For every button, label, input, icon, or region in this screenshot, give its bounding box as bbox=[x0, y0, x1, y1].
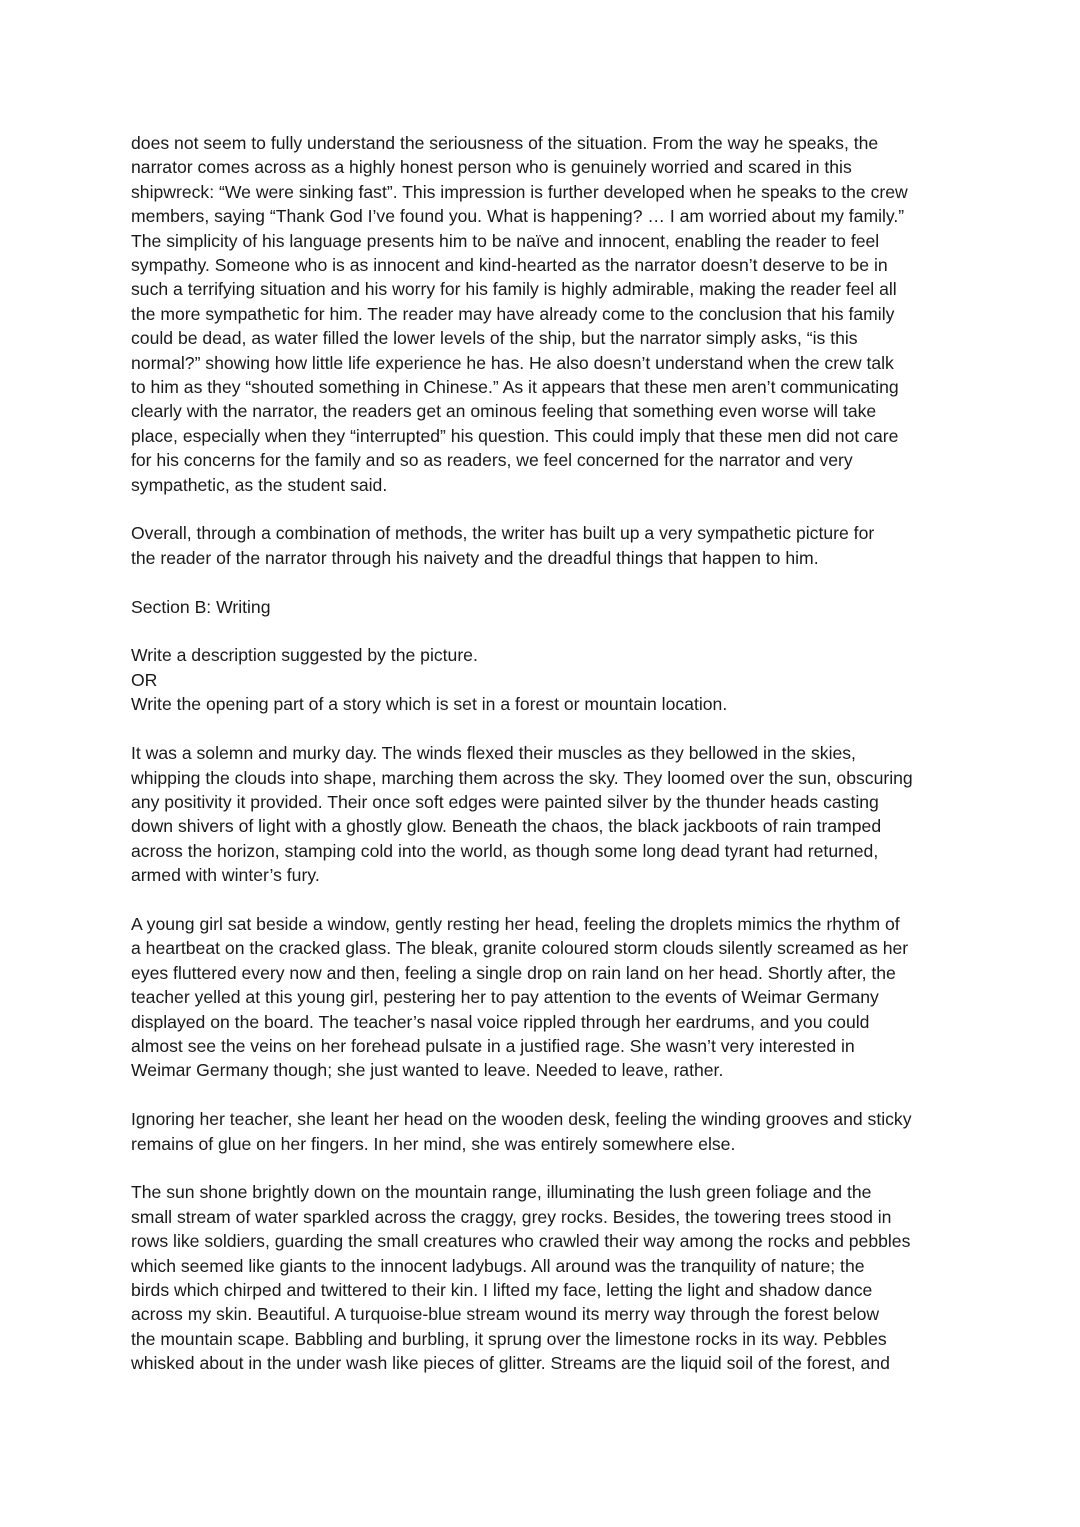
story-paragraph-weather: It was a solemn and murky day. The winds flexed their muscles as they bellowed in the skies, whipping the clouds into shape, marching them across the sky. They loomed over the sun, obscuring any positivity it provided. Their once soft edges were painted silver by the thunder heads casting down shivers of light with a ghostly glow. Beneath the chaos, the black jackboots of rain tramped across the horizon, stamping cold into the world, as though some long dead tyrant had returned, armed with winter’s fury. bbox=[131, 743, 913, 886]
essay-paragraph-narrator-analysis: does not seem to fully understand the seriousness of the situation. From the way he speaks, the narrator comes across as a highly honest person who is genuinely worried and scared in this shipwreck: “We were sinking fast”. This impression is further developed when he speaks to the crew members, saying “Thank God I’ve found you. What is happening? … I am worried about my family.” The simplicity of his language presents him to be naïve and innocent, enabling the reader to feel sympathy. Someone who is as innocent and kind-hearted as the narrator doesn’t deserve to be in such a terrifying situation and his worry for his family is highly admirable, making the reader feel all the more sympathetic for him. The reader may have already come to the conclusion that his family could be dead, as water filled the lower levels of the ship, but the narrator simply asks, “is this normal?” showing how little life experience he has. He also doesn’t understand when the crew talk to him as they “shouted something in Chinese.” As it appears that these men aren’t communicating clearly with the narrator, the readers get an ominous feeling that something even worse will take place, especially when they “interrupted” his question. This could imply that these men did not care for his concerns for the family and so as readers, we feel concerned for the narrator and very sympathetic, as the student said. bbox=[131, 133, 908, 495]
document-page bbox=[131, 131, 961, 1400]
story-paragraph-mountain: The sun shone brightly down on the mountain range, illuminating the lush green foliage and the small stream of water sparkled across the craggy, grey rocks. Besides, the towering trees stood in rows like soldiers, guarding the small creatures who crawled their way among the rocks and pebbles which seemed like giants to the innocent ladybugs. All around was the tranquility of nature; the birds which chirped and twittered to their kin. I lifted my face, letting the light and shadow dance across my skin. Beautiful. A turquoise-blue stream wound its merry way through the forest below the mountain scape. Babbling and burbling, it sprung over the limestone rocks in its way. Pebbles whisked about in the under wash like pieces of glitter. Streams are the liquid soil of the forest, and bbox=[131, 1182, 911, 1374]
section-heading: Section B: Writing bbox=[131, 596, 271, 617]
task-option-story: Write the opening part of a story which is set in a forest or mountain location. bbox=[131, 694, 728, 715]
task-option-description: Write a description suggested by the picture. bbox=[131, 645, 478, 666]
task-or-label: OR bbox=[131, 669, 158, 690]
essay-paragraph-conclusion: Overall, through a combination of methods, the writer has built up a very sympathetic picture for the reader of the narrator through his naivety and the dreadful things that happen to him. bbox=[131, 523, 875, 568]
story-paragraph-daydream: Ignoring her teacher, she leant her head on the wooden desk, feeling the winding grooves and sticky remains of glue on her fingers. In her mind, she was entirely somewhere else. bbox=[131, 1109, 912, 1154]
writing-task-prompt bbox=[131, 643, 961, 716]
story-paragraph-classroom: A young girl sat beside a window, gently resting her head, feeling the droplets mimics the rhythm of a heartbeat on the cracked glass. The bleak, granite coloured storm clouds silently screamed as her eyes fluttered every now and then, feeling a single drop on rain land on her head. Shortly after, the teacher yelled at this young girl, pestering her to pay attention to the events of Weimar Germany displayed on the board. The teacher’s nasal voice rippled through her eardrums, and you could almost see the veins on her forehead pulsate in a justified rage. She wasn’t very interested in Weimar Germany though; she just wanted to leave. Needed to leave, rather. bbox=[131, 913, 909, 1081]
